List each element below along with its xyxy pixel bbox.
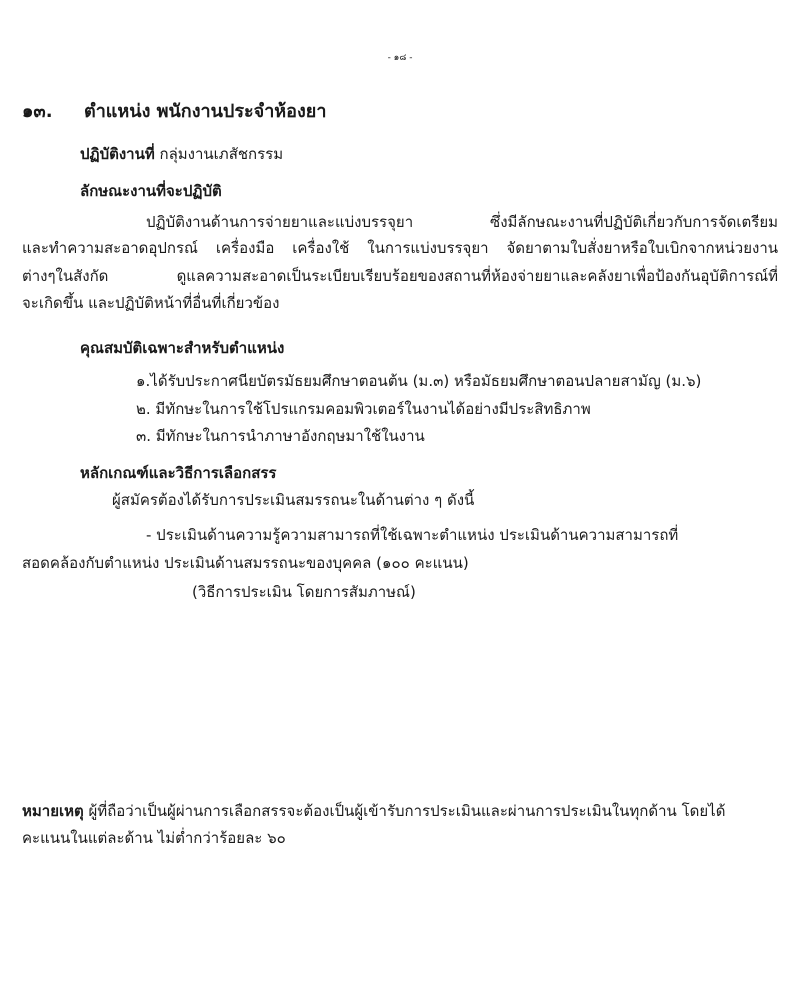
duties-heading: ลักษณะงานที่จะปฏิบัติ [80,182,222,200]
workplace-label: ปฏิบัติงานที่ [80,145,155,163]
selection-bullet-continued: สอดคล้องกับตำแหน่ง ประเมินด้านสมรรถนะของบุคคล (๑๐๐ คะแนน) [22,554,469,572]
selection-intro: ผู้สมัครต้องได้รับการประเมินสมรรถนะในด้านต่าง ๆ ดังนี้ [112,491,475,509]
section-number: ๑๓. [22,101,53,122]
qualifications-heading: คุณสมบัติเฉพาะสำหรับตำแหน่ง [80,339,285,357]
duties-line: ต่างๆในสังกัด ดูแลความสะอาดเป็นระเบียบเรียบร้อยของสถานที่ห้องจ่ายยาและคลังยาเพื่อป้องกันอุบัติการณ์ที่ [22,267,778,285]
note-text: ผู้ที่ถือว่าเป็นผู้ผ่านการเลือกสรรจะต้องเป็นผู้เข้ารับการประเมินและผ่านการประเมินในทุกด้าน โดยได้ [83,802,726,820]
section-title: ตำแหน่ง พนักงานประจำห้องยา [84,101,327,122]
qualification-item: ๑.ได้รับประกาศนียบัตรมัธยมศึกษาตอนต้น (ม.๓) หรือมัธยมศึกษาตอนปลายสามัญ (ม.๖) [136,372,702,390]
note-label: หมายเหตุ [22,802,84,820]
qualification-item: ๓. มีทักษะในการนำภาษาอังกฤษมาใช้ในงาน [136,427,425,445]
selection-heading: หลักเกณฑ์และวิธีการเลือกสรร [80,464,277,482]
selection-bullet: - ประเมินด้านความรู้ความสามารถที่ใช้เฉพาะตำแหน่ง ประเมินด้านความสามารถที่ [146,526,679,544]
workplace-line [80,144,283,164]
page-number: - ๑๘ - [387,53,413,63]
qualification-item: ๒. มีทักษะในการใช้โปรแกรมคอมพิวเตอร์ในงานได้อย่างมีประสิทธิภาพ [136,400,591,418]
note-line-continued: คะแนนในแต่ละด้าน ไม่ต่ำกว่าร้อยละ ๖๐ [22,829,286,847]
duties-line: ปฏิบัติงานด้านการจ่ายยาและแบ่งบรรจุยา ซึ่งมีลักษณะงานที่ปฏิบัติเกี่ยวกับการจัดเตรียม [146,213,778,231]
note-line [22,801,725,821]
selection-method: (วิธีการประเมิน โดยการสัมภาษณ์) [192,583,416,601]
duties-line: และทำความสะอาดอุปกรณ์ เครื่องมือ เครื่องใช้ ในการแบ่งบรรจุยา จัดยาตามใบสั่งยาหรือใบเบิกจากหน่วยงาน [22,239,778,257]
duties-line: จะเกิดขึ้น และปฏิบัติหน้าที่อื่นที่เกี่ยวข้อง [22,294,280,312]
workplace-value: กลุ่มงานเภสัชกรรม [154,145,284,163]
